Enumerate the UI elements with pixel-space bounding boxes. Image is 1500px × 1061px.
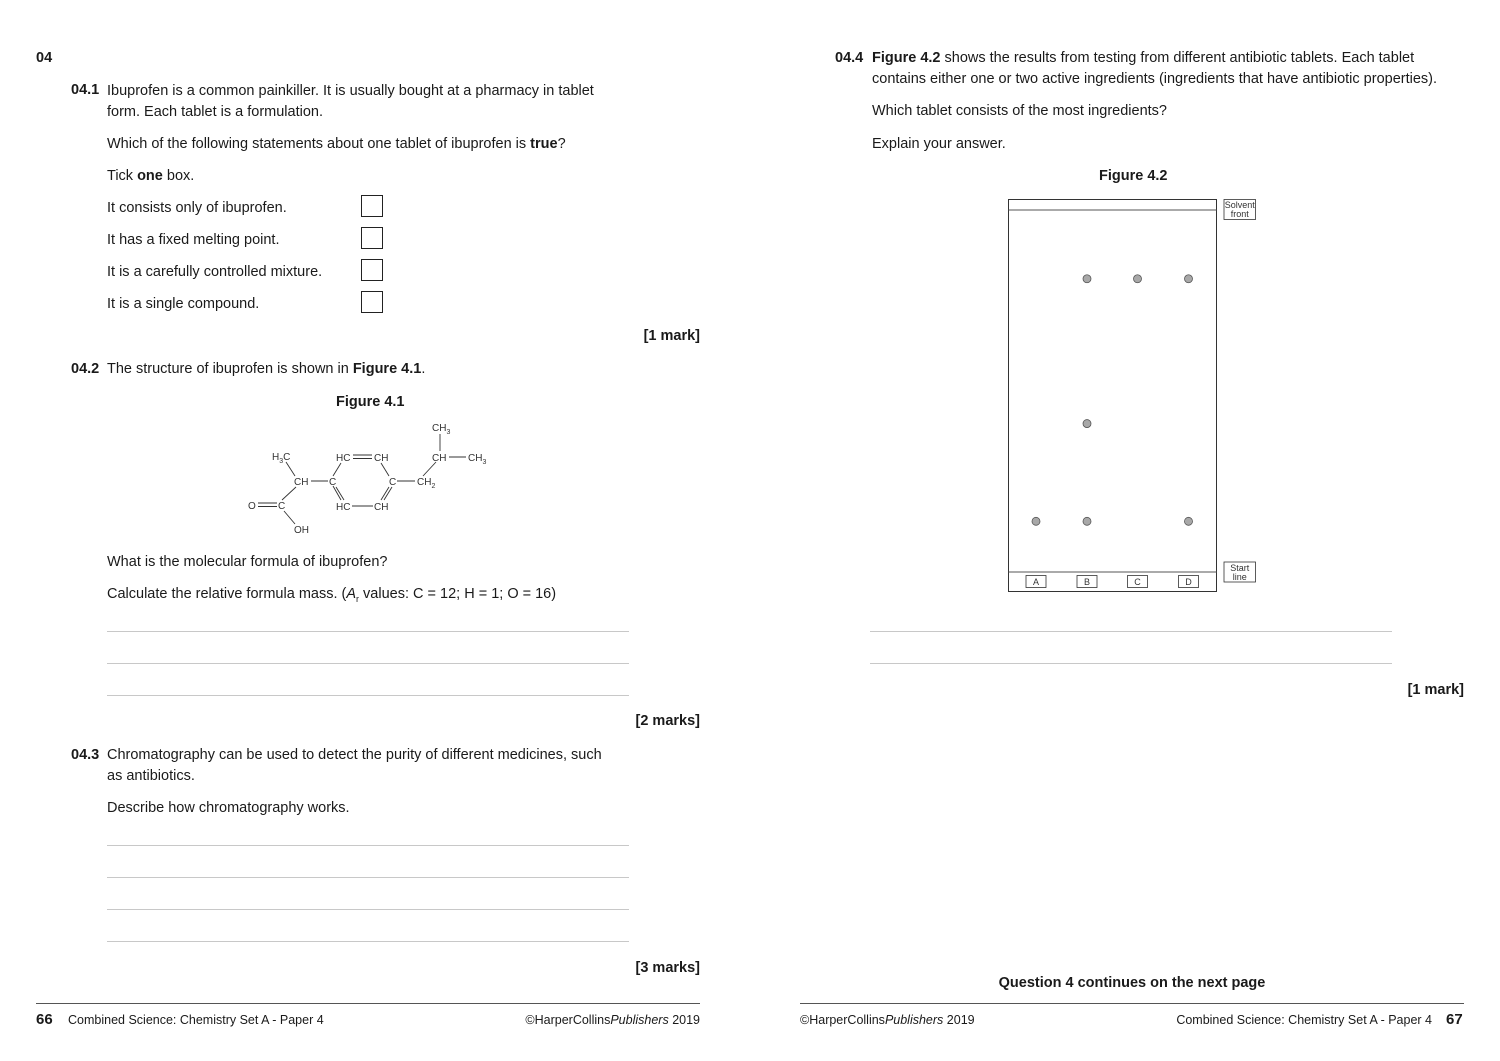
- ch3-top-label: CH: [432, 423, 447, 434]
- c-left-label: C: [329, 477, 337, 488]
- q044-marks: [1 mark]: [1407, 682, 1464, 698]
- q043-marks: [3 marks]: [635, 960, 700, 976]
- ch2-label: CH: [417, 477, 432, 488]
- q044-number: 04.4: [835, 50, 864, 66]
- q044-question-2: Explain your answer.: [872, 136, 1006, 152]
- ch-top-label: CH: [374, 453, 389, 464]
- answer-line[interactable]: [107, 663, 629, 664]
- svg-text:H3C: $H_3C$: [272, 452, 291, 465]
- q042-question-2: Calculate the relative formula mass. ($A_r$ values: C = 12; H = 1; O = 16): [107, 586, 557, 604]
- q044-line1: Figure 4.2 shows the results from testing from different antibiotic tablets. Each tablet: [872, 50, 1415, 66]
- footer-rule-right: [800, 1003, 1464, 1004]
- start-line-label-2: line: [1232, 572, 1247, 582]
- chromatogram: [1000, 195, 1265, 597]
- spot-lane-b: [1083, 517, 1091, 525]
- q043-line1: Chromatography can be used to detect the purity of different medicines, such: [107, 747, 602, 763]
- solvent-front-label-1: Solvent: [1224, 200, 1255, 210]
- svg-text:CH3: $CH_3$: [432, 423, 451, 436]
- hc-bottom-label: HC: [336, 502, 351, 513]
- page-number-right: 67: [1446, 1011, 1463, 1028]
- q041-line1: Ibuprofen is a common painkiller. It is usually bought at a pharmacy in tablet: [107, 83, 594, 99]
- svg-text:CH2: $CH_2$: [417, 477, 436, 490]
- q043-number: 04.3: [71, 747, 100, 763]
- footer-title-right: Combined Science: Chemistry Set A - Paper 4: [1176, 1013, 1432, 1027]
- option-label-3: It is a carefully controlled mixture.: [107, 264, 323, 280]
- q041-number: 04.1: [71, 82, 100, 98]
- option-label-2: It has a fixed melting point.: [107, 232, 280, 248]
- lane-label-a: A: [1032, 577, 1040, 587]
- footer-copyright-right: ©HarperCollinsPublishers 2019: [800, 1013, 975, 1027]
- tick-box-4[interactable]: [361, 291, 383, 313]
- ibuprofen-structure: [240, 418, 500, 543]
- c-right-label: C: [389, 477, 397, 488]
- spot-lane-d: [1185, 275, 1193, 283]
- c-acid-label: C: [278, 501, 286, 512]
- footer-rule-left: [36, 1003, 700, 1004]
- tick-box-2[interactable]: [361, 227, 383, 249]
- lane-label-c: C: [1134, 577, 1141, 587]
- footer-title-left: Combined Science: Chemistry Set A - Paper 4: [68, 1013, 324, 1027]
- q041-instruction: Tick one box.: [107, 168, 195, 184]
- spot-lane-d: [1185, 517, 1193, 525]
- tick-box-3[interactable]: [361, 259, 383, 281]
- answer-line[interactable]: [107, 941, 629, 942]
- question-number: 04: [36, 50, 53, 66]
- figure-4-2-title: Figure 4.2: [1099, 168, 1168, 184]
- chromatography-paper: [1009, 200, 1217, 592]
- hc-top-label: HC: [336, 453, 351, 464]
- q041-marks: [1 mark]: [643, 328, 700, 344]
- answer-line[interactable]: [107, 877, 629, 878]
- svg-text:CH3: $CH_3$: [468, 453, 487, 466]
- q042-question-1: What is the molecular formula of ibuprofen?: [107, 554, 388, 570]
- ch-bottom-label: CH: [374, 502, 389, 513]
- oh-label: OH: [294, 525, 309, 536]
- spot-lane-b: [1083, 420, 1091, 428]
- lane-label-b: B: [1083, 577, 1091, 587]
- q043-line2: as antibiotics.: [107, 768, 195, 784]
- q043-question: Describe how chromatography works.: [107, 800, 350, 816]
- structure-bonds: [258, 434, 466, 524]
- answer-line[interactable]: [107, 909, 629, 910]
- spot-lane-b: [1083, 275, 1091, 283]
- lane-label-d: D: [1185, 577, 1192, 587]
- q044-question-1: Which tablet consists of the most ingredients?: [872, 103, 1167, 119]
- continues-note: Question 4 continues on the next page: [998, 975, 1266, 991]
- figure-4-1-title: Figure 4.1: [336, 394, 405, 410]
- q042-number: 04.2: [71, 361, 100, 377]
- ch-left-label: CH: [294, 477, 309, 488]
- answer-line[interactable]: [870, 663, 1392, 664]
- spot-lane-c: [1134, 275, 1142, 283]
- start-line-label-1: Start: [1230, 563, 1250, 573]
- ch3-right-label: CH: [468, 453, 483, 464]
- page-number-left: 66: [36, 1011, 53, 1028]
- option-label-4: It is a single compound.: [107, 296, 260, 312]
- q042-text: The structure of ibuprofen is shown in Figure 4.1.: [107, 361, 426, 377]
- answer-line[interactable]: [107, 845, 629, 846]
- answer-line[interactable]: [107, 631, 629, 632]
- q041-question: Which of the following statements about one tablet of ibuprofen is true?: [107, 136, 566, 152]
- o-label: O: [248, 501, 256, 512]
- q041-line2: form. Each tablet is a formulation.: [107, 104, 323, 120]
- solvent-front-label-2: front: [1230, 209, 1249, 219]
- option-label-1: It consists only of ibuprofen.: [107, 200, 287, 216]
- q044-line2: contains either one or two active ingredients (ingredients that have antibiotic properties).: [872, 71, 1438, 87]
- footer-copyright-left: ©HarperCollinsPublishers 2019: [525, 1013, 700, 1027]
- tick-box-1[interactable]: [361, 195, 383, 217]
- q042-marks: [2 marks]: [635, 713, 700, 729]
- answer-line[interactable]: [870, 631, 1392, 632]
- ch-right-label: CH: [432, 453, 447, 464]
- h3c-label: H: [272, 452, 280, 463]
- answer-line[interactable]: [107, 695, 629, 696]
- spot-lane-a: [1032, 517, 1040, 525]
